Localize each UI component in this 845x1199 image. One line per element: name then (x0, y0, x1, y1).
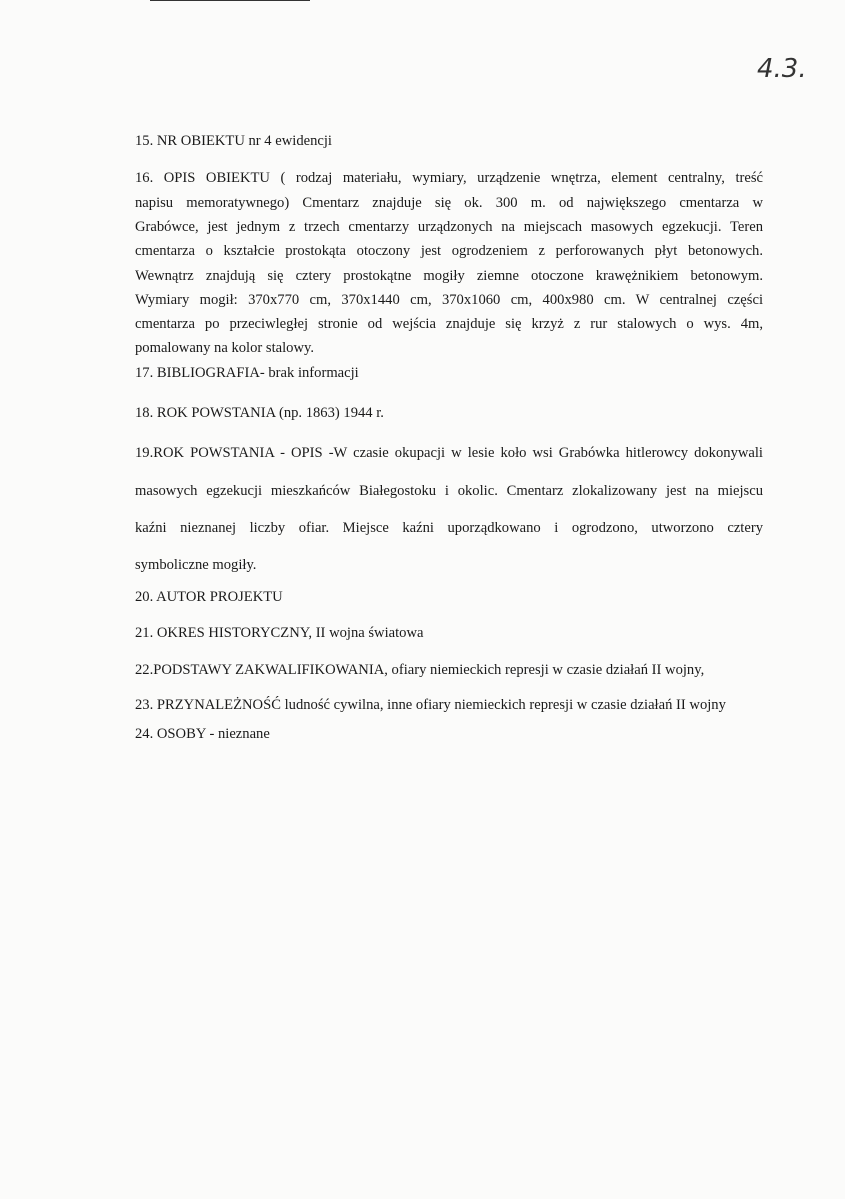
field-24-persons: 24. OSOBY - nieznane (135, 726, 270, 742)
field-19-history-line-2: masowych egzekucji mieszkańców Białegostoku i okolic. Cmentarz zlokalizowany jest na miejscu (135, 483, 763, 499)
field-23-affiliation: 23. PRZYNALEŻNOŚĆ ludność cywilna, inne ofiary niemieckich represji w czasie działań II wojny (135, 697, 726, 713)
field-16-description-line-8: pomalowany na kolor stalowy. (135, 340, 315, 356)
field-16-description-line-7: cmentarza po przeciwległej stronie od wejścia znajduje się krzyż z rur stalowych o wys. 4m, (135, 316, 763, 332)
field-21-period: 21. OKRES HISTORYCZNY, II wojna światowa (135, 625, 424, 641)
field-22-basis: 22.PODSTAWY ZAKWALIFIKOWANIA, ofiary niemieckich represji w czasie działań II wojny, (135, 662, 705, 678)
field-20-author: 20. AUTOR PROJEKTU (135, 589, 283, 605)
field-17-bibliography: 17. BIBLIOGRAFIA- brak informacji (135, 365, 359, 381)
field-16-description-line-5: Wewnątrz znajdują się cztery prostokątne mogiły ziemne otoczone krawężnikiem betonowym. (135, 268, 763, 284)
field-19-history-line-1: 19.ROK POWSTANIA - OPIS -W czasie okupacji w lesie koło wsi Grabówka hitlerowcy dokonywali (135, 445, 763, 461)
field-16-description-line-3: Grabówce, jest jednym z trzech cmentarzy urządzonych na miejscach masowych egzekucji. Teren (135, 219, 763, 235)
scan-edge-line (150, 0, 310, 1)
field-16-description-line-4: cmentarza o kształcie prostokąta otoczony jest ogrodzeniem z perforowanych płyt betonowych. (135, 243, 763, 259)
field-16-description-line-6: Wymiary mogił: 370x770 cm, 370x1440 cm, 370x1060 cm, 400x980 cm. W centralnej części (135, 292, 763, 308)
field-16-description-line-2: napisu memoratywnego) Cmentarz znajduje się ok. 300 m. od największego cmentarza w (135, 195, 763, 211)
field-16-description-line-1: 16. OPIS OBIEKTU ( rodzaj materiału, wymiary, urządzenie wnętrza, element centralny, treść (135, 170, 763, 186)
field-15-object-number: 15. NR OBIEKTU nr 4 ewidencji (135, 133, 332, 149)
handwritten-page-number: 4.3. (757, 54, 807, 84)
field-19-history-line-3: kaźni nieznanej liczby ofiar. Miejsce kaźni uporządkowano i ogrodzono, utworzono cztery (135, 520, 763, 536)
field-18-year: 18. ROK POWSTANIA (np. 1863) 1944 r. (135, 405, 384, 421)
field-19-history-line-4: symboliczne mogiły. (135, 557, 257, 573)
